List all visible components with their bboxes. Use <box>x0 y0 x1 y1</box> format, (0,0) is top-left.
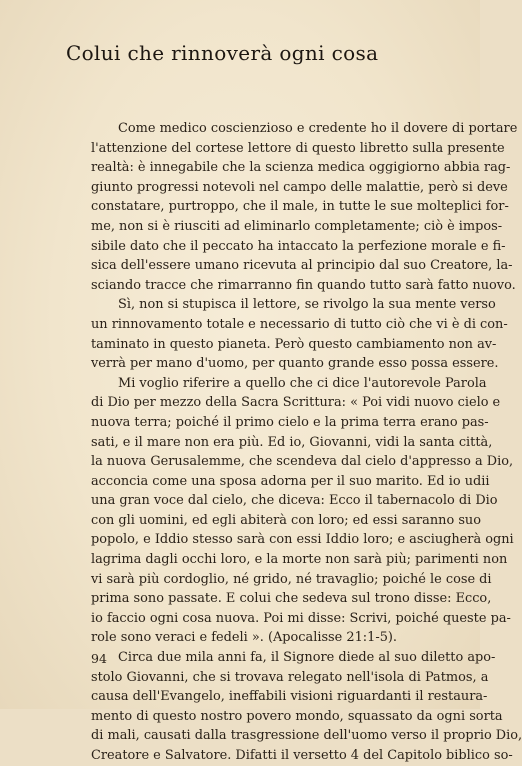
paragraph <box>91 648 522 766</box>
text-line: Sì, non si stupisca il lettore, se rivolgo la sua mente verso <box>118 297 496 313</box>
text-line: una gran voce dal cielo, che diceva: Ecco il tabernacolo di Dio <box>91 493 498 509</box>
page-number: 94 <box>91 651 107 666</box>
paragraph <box>91 374 514 648</box>
text-line: popolo, e Iddio stesso sarà con essi Iddio loro; e asciugherà ogni <box>91 532 514 548</box>
text-line: acconcia come una sposa adorna per il suo marito. Ed io udii <box>91 473 490 489</box>
paragraph <box>91 295 508 373</box>
text-line: di mali, causati dalla trasgressione dell'uomo verso il proprio Dio, <box>91 728 522 744</box>
text-line: lagrima dagli occhi loro, e la morte non sarà più; parimenti non <box>91 552 508 568</box>
body-text <box>91 119 522 766</box>
text-line: la nuova Gerusalemme, che scendeva dal cielo d'appresso a Dio, <box>91 454 514 470</box>
text-line: causa dell'Evangelo, ineffabili visioni riguardanti il restaura- <box>91 689 488 705</box>
text-line: role sono veraci e fedeli ». (Apocalisse 21:1-5). <box>91 630 398 646</box>
text-line: taminato in questo pianeta. Però questo cambiamento non av- <box>91 336 497 352</box>
text-line: constatare, purtroppo, che il male, in tutte le sue molteplici for- <box>91 199 509 215</box>
text-line: con gli uomini, ed egli abiterà con loro; ed essi saranno suo <box>91 512 481 528</box>
text-line: Circa due mila anni fa, il Signore diede al suo diletto apo- <box>118 650 496 666</box>
text-line: mento di questo nostro povero mondo, squassato da ogni sorta <box>91 708 503 724</box>
text-line: sica dell'essere umano ricevuta al principio dal suo Creatore, la- <box>91 258 513 274</box>
text-line: Come medico coscienzioso e credente ho il dovere di portare <box>118 121 518 136</box>
text-line: di Dio per mezzo della Sacra Scrittura: « Poi vidi nuovo cielo e <box>91 395 501 411</box>
text-line: me, non si è riusciti ad eliminarlo completamente; ciò è impos- <box>91 218 503 234</box>
text-line: realtà: è innegabile che la scienza medica oggigiorno abbia rag- <box>91 160 511 176</box>
text-line: un rinnovamento totale e necessario di tutto ciò che vi è di con- <box>91 316 508 332</box>
paragraph <box>91 119 518 295</box>
text-line: nuova terra; poiché il primo cielo e la prima terra erano pas- <box>91 414 489 430</box>
text-line: Mi voglio riferire a quello che ci dice l'autorevole Parola <box>118 375 487 391</box>
text-line: stolo Giovanni, che si trovava relegato nell'isola di Patmos, a <box>91 669 489 685</box>
text-line: sibile dato che il peccato ha intaccato la perfezione morale e fi- <box>91 238 506 254</box>
text-line: io faccio ogni cosa nuova. Poi mi disse: Scrivi, poiché queste pa- <box>91 610 511 626</box>
text-line: vi sarà più cordoglio, né grido, né travaglio; poiché le cose di <box>91 571 492 587</box>
text-line: prima sono passate. E colui che sedeva sul trono disse: Ecco, <box>91 591 492 607</box>
text-line: giunto progressi notevoli nel campo delle malattie, però si deve <box>91 179 508 195</box>
text-line: l'attenzione del cortese lettore di questo libretto sulla presente <box>91 140 505 156</box>
text-line: Creatore e Salvatore. Difatti il versetto 4 del Capitolo biblico so- <box>91 748 513 763</box>
page-title: Colui che rinnoverà ogni cosa <box>66 41 379 65</box>
text-line: sati, e il mare non era più. Ed io, Giovanni, vidi la santa città, <box>91 434 493 450</box>
text-line: sciando tracce che rimarranno fin quando tutto sarà fatto nuovo. <box>91 277 516 293</box>
text-line: verrà per mano d'uomo, per quanto grande esso possa essere. <box>91 356 499 372</box>
